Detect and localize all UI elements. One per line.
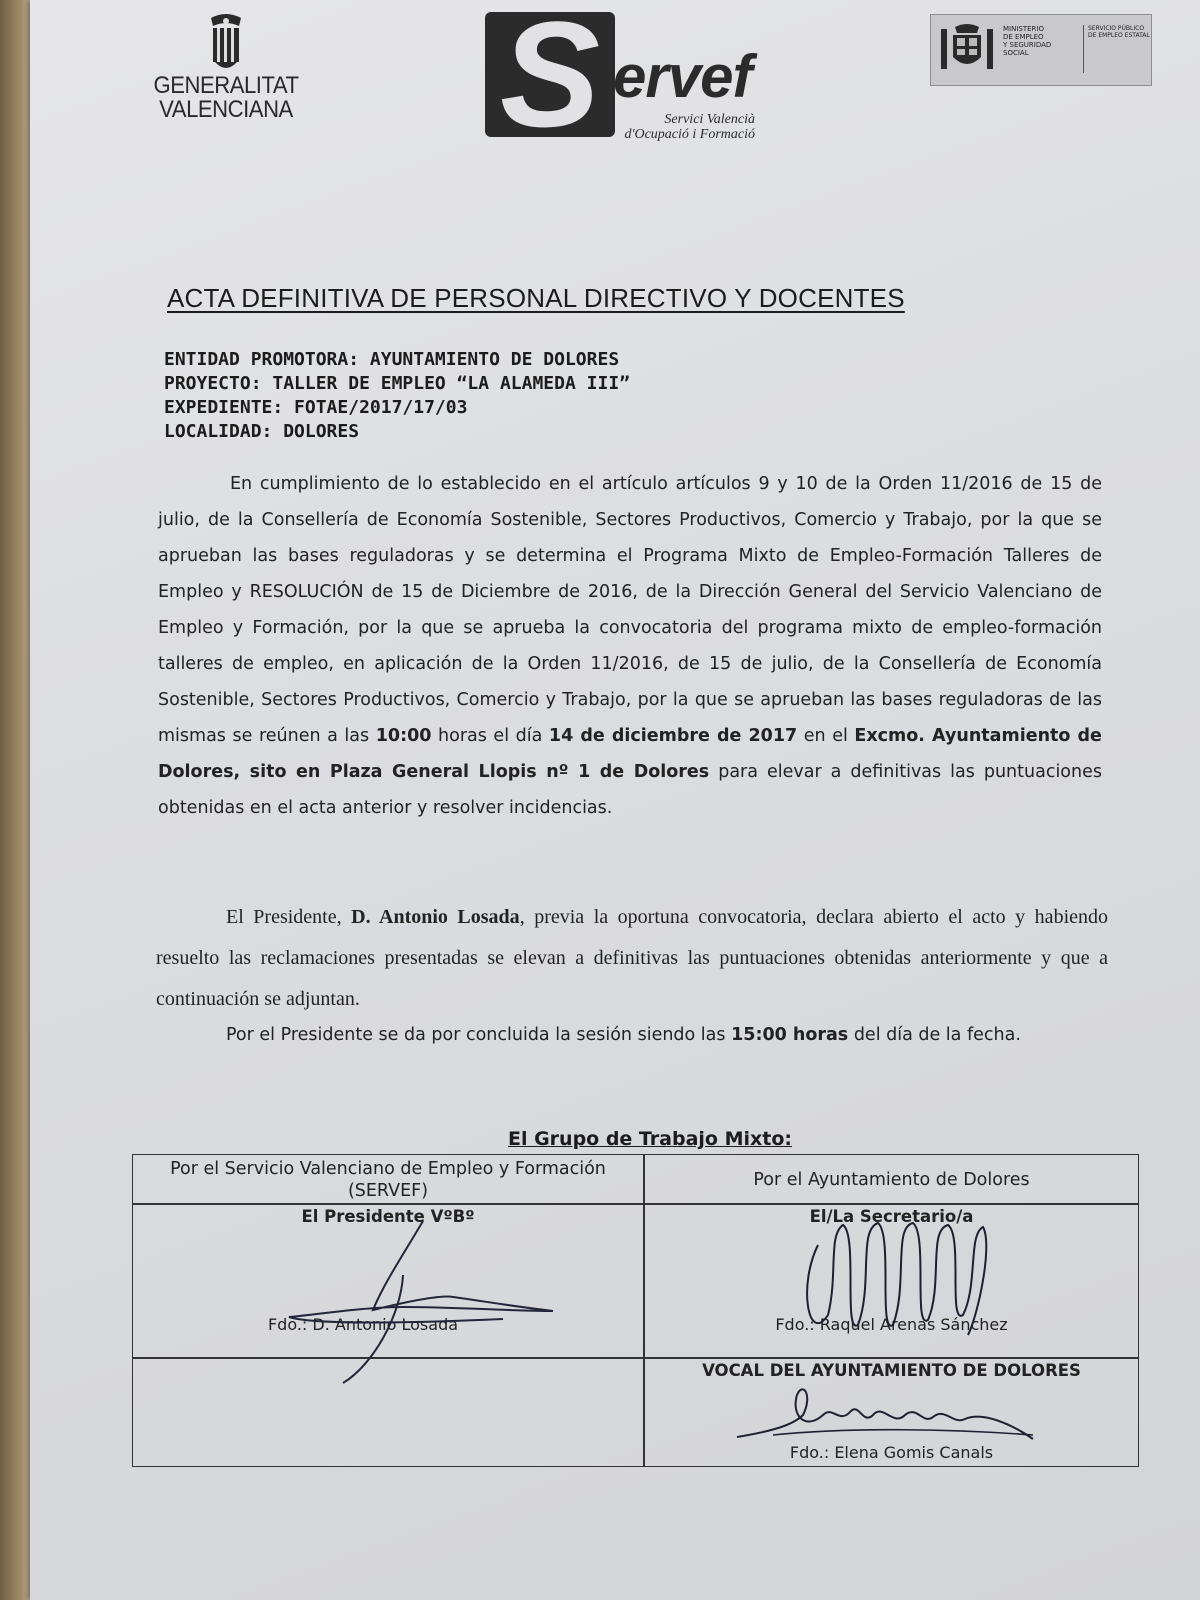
p1-text-c: en el <box>803 726 848 746</box>
secretario-fdo: Fdo.: Raquel Arenas Sánchez <box>775 1315 1008 1334</box>
ministerio-line3: Y SEGURIDAD SOCIAL <box>1003 41 1052 57</box>
grupo-trabajo-title: El Grupo de Trabajo Mixto: <box>507 1128 793 1150</box>
paragraph-presidente <box>156 897 1108 1020</box>
p3-hora: 15:00 horas <box>731 1025 849 1045</box>
p1-text-b: horas el día <box>438 726 543 746</box>
ministerio-line2: DE EMPLEO <box>1003 33 1044 41</box>
table-header-servef: Por el Servicio Valenciano de Empleo y Formación (SERVEF) <box>170 1159 606 1201</box>
generalitat-emblem-icon <box>201 12 251 74</box>
servef-s-letter: S <box>499 0 601 158</box>
p3-text-b: del día de la fecha. <box>853 1025 1021 1045</box>
presidente-label: El Presidente VºBº <box>301 1207 475 1226</box>
signatures-table <box>132 1154 1139 1467</box>
presidente-signature-icon <box>253 1215 593 1385</box>
sepe-line1: SERVICIO PÚBLICO <box>1088 25 1145 32</box>
ministerio-line1: MINISTERIO <box>1003 25 1044 33</box>
generalitat-logo <box>136 12 316 137</box>
sepe-text <box>1083 25 1154 73</box>
secretario-label: El/La Secretario/a <box>809 1207 974 1226</box>
presidente-fdo: Fdo.: D. Antonio Losada <box>267 1315 459 1334</box>
p1-lugar: Excmo. Ayuntamiento de Dolores, sito en Plaza General Llopis nº 1 de Dolores <box>158 726 1102 782</box>
p2-presidente: D. Antonio Losada <box>351 906 520 928</box>
paragraph-conclusion <box>156 1016 1108 1054</box>
p1-hora: 10:00 <box>375 726 432 746</box>
page-edge-shadow <box>0 0 34 1600</box>
p1-fecha: 14 de diciembre de 2017 <box>548 726 798 746</box>
document-sheet <box>30 0 1200 1600</box>
meta-proyecto: PROYECTO: TALLER DE EMPLEO “LA ALAMEDA III” <box>164 373 630 394</box>
p1-text-a: En cumplimiento de lo establecido en el artículo artículos 9 y 10 de la Orden 11/2016 de 15 de julio, de la Consellería de Economía Sostenible, Sectores Productivos, Comercio y Trabajo, por la que se aprueban las bases reguladoras y se determina el Programa Mixto de Empleo-Formación Talleres de Empleo y RESOLUCIÓN de 15 de Diciembre de 2016, de la Dirección General del Servicio Valenciano de Empleo y Formación, por la que se aprueba la convocatoria del programa mixto de empleo-formación talleres de empleo, en aplicación de la Orden 11/2016, de 15 de julio, de la Consellería de Economía Sostenible, Sectores Productivos, Comercio y Trabajo, por la que se aprueban las bases reguladoras de las mismas se reúnen a las <box>158 474 1102 746</box>
document-meta <box>164 348 630 444</box>
servef-subtitle-line2: d'Ocupació i Formació <box>624 127 755 142</box>
p3-text-a: Por el Presidente se da por concluida la sesión siendo las <box>226 1025 726 1045</box>
servef-subtitle-line1: Servici Valencià <box>664 112 755 127</box>
generalitat-line1: GENERALITAT <box>153 72 299 99</box>
p1-text-d: para elevar a definitivas las puntuaciones obtenidas en el acta anterior y resolver incidencias. <box>158 762 1102 818</box>
sepe-line2: DE EMPLEO ESTATAL <box>1088 32 1150 39</box>
table-divider-header <box>133 1203 1138 1205</box>
meta-localidad: LOCALIDAD: DOLORES <box>164 421 360 442</box>
paragraph-cumplimiento <box>158 466 1102 826</box>
meta-expediente: EXPEDIENTE: FOTAE/2017/17/03 <box>164 397 468 418</box>
generalitat-line2: VALENCIANA <box>159 96 293 123</box>
ministerio-text <box>1003 25 1075 57</box>
servef-wordmark: ervef <box>613 43 752 110</box>
table-divider-vertical <box>643 1155 645 1466</box>
p2-text-a: El Presidente, <box>226 906 342 928</box>
spain-coat-of-arms-icon <box>937 21 997 77</box>
document-title: ACTA DEFINITIVA DE PERSONAL DIRECTIVO Y DOCENTES <box>167 283 905 313</box>
servef-subtitle <box>615 112 755 142</box>
table-divider-row <box>133 1357 1138 1359</box>
p2-text-b: , previa la oportuna convocatoria, declara abierto el acto y habiendo resuelto las reclamaciones presentadas se elevan a definitivas las puntuaciones obtenidas anteriormente y que a continuación se adjuntan. <box>156 906 1108 1010</box>
servef-logo <box>485 0 785 158</box>
vocal-label: VOCAL DEL AYUNTAMIENTO DE DOLORES <box>702 1361 1081 1380</box>
ministerio-logo <box>930 14 1152 86</box>
meta-entidad: ENTIDAD PROMOTORA: AYUNTAMIENTO DE DOLORES <box>164 349 620 370</box>
vocal-fdo: Fdo.: Elena Gomis Canals <box>789 1443 994 1462</box>
table-header-ayuntamiento: Por el Ayuntamiento de Dolores <box>753 1170 1030 1190</box>
